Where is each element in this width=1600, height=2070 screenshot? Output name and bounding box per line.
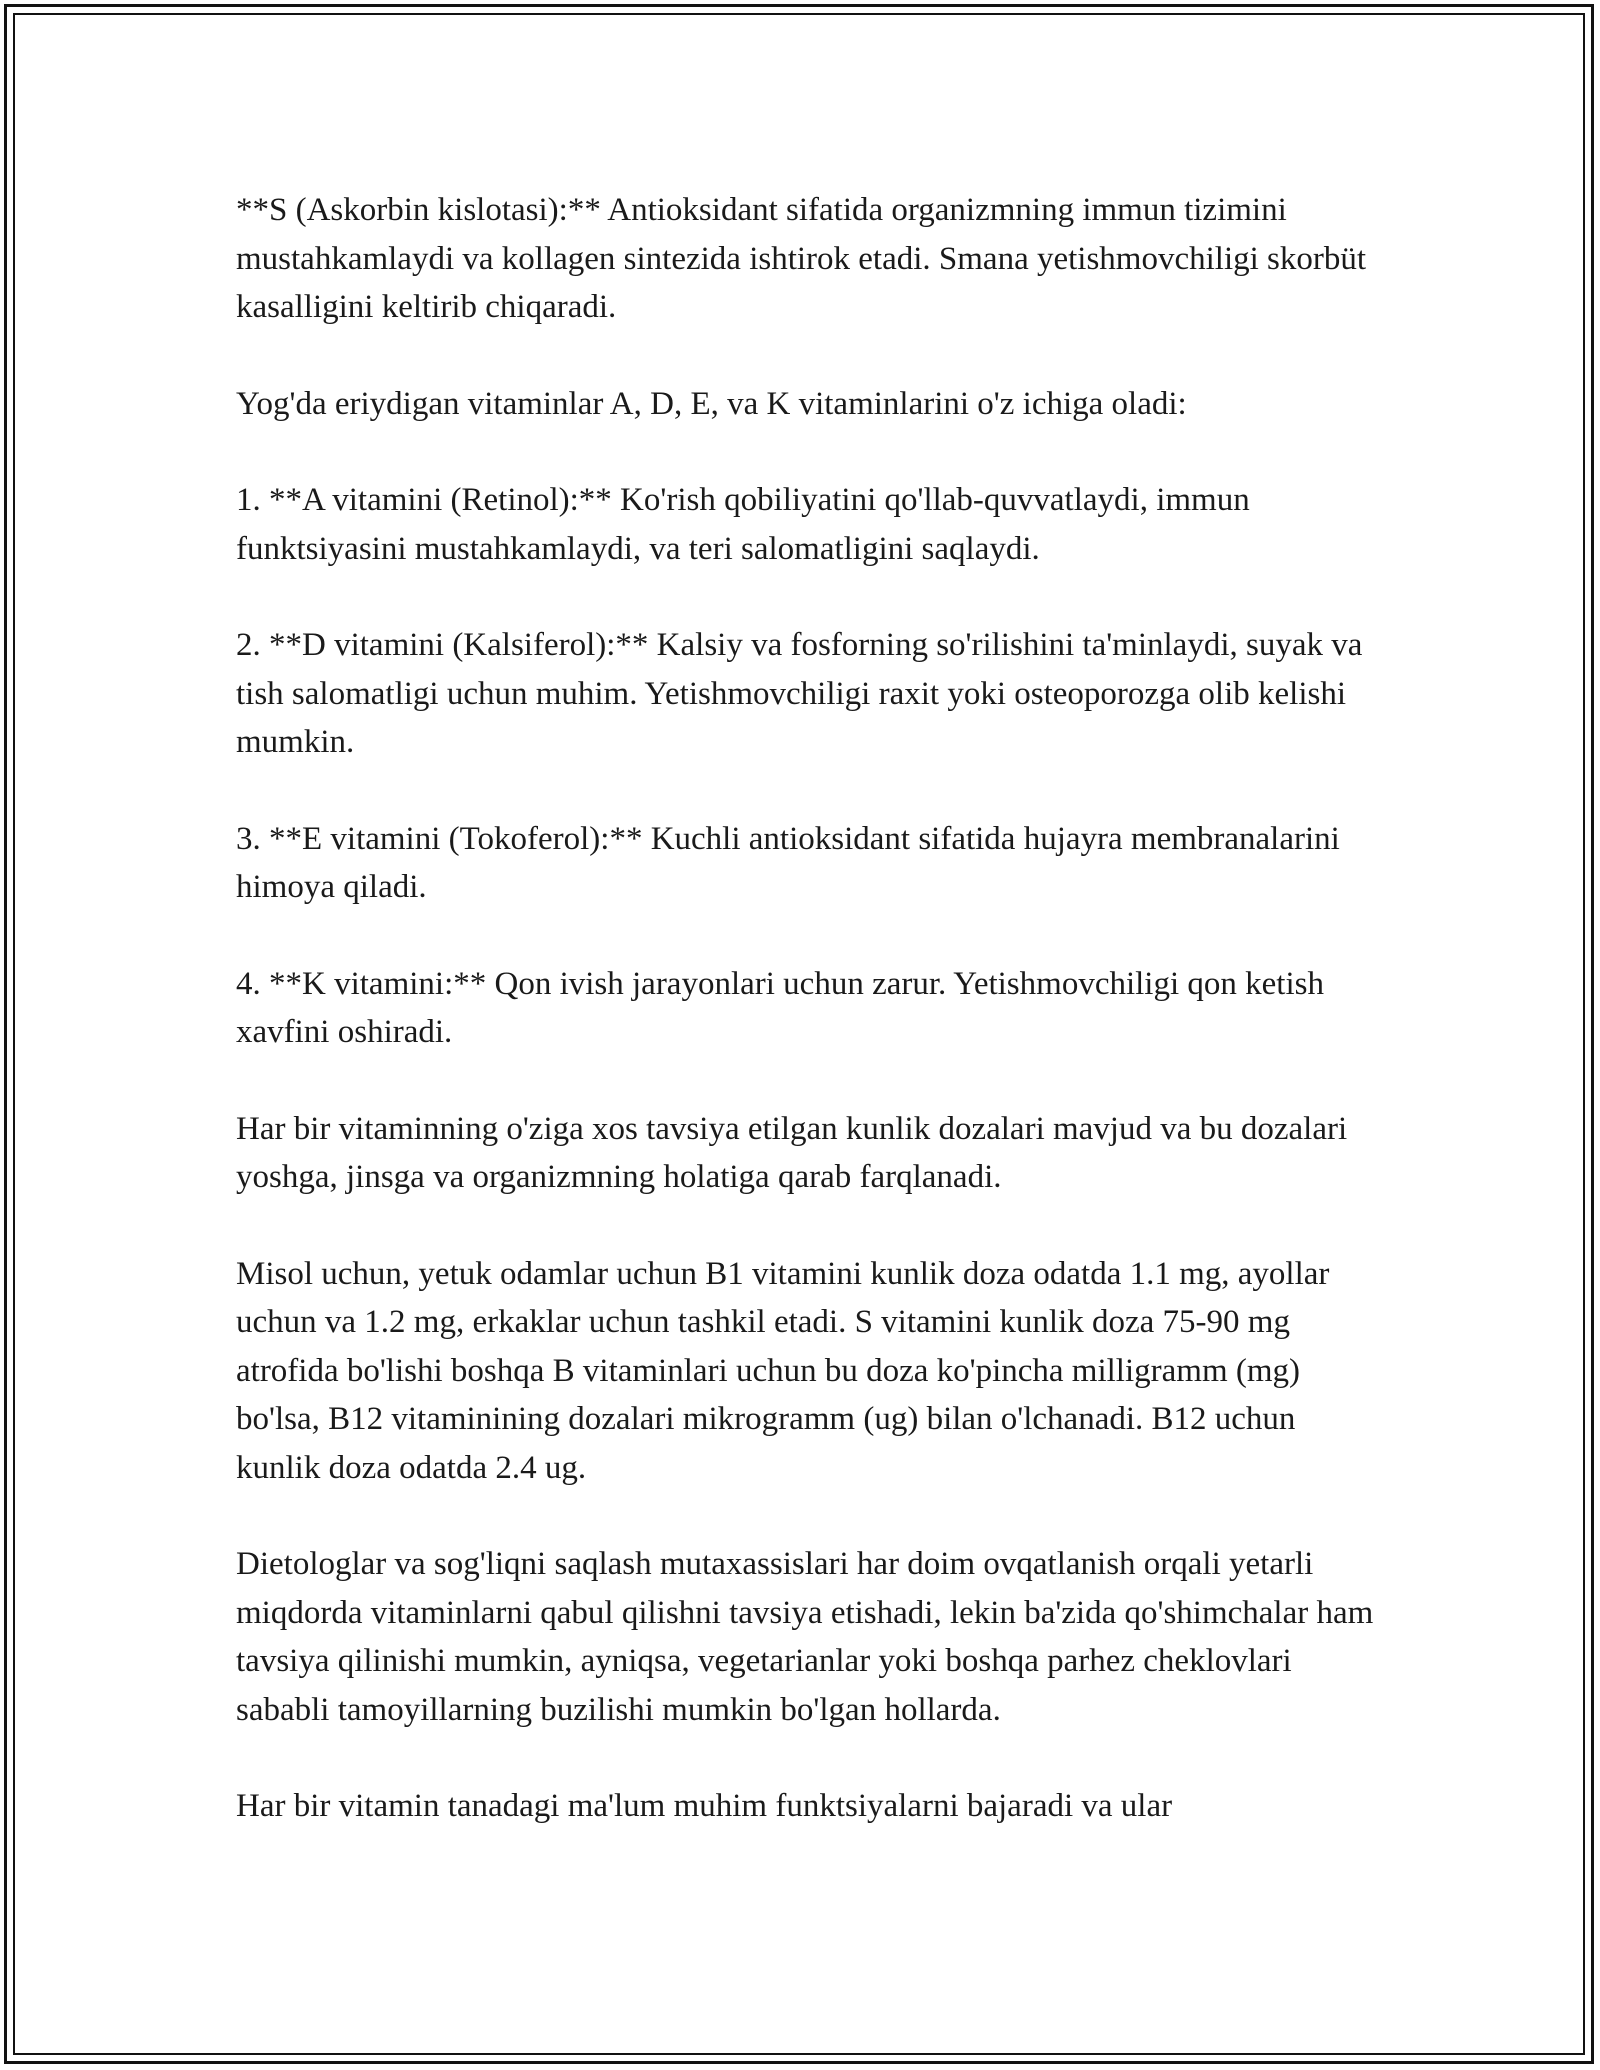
list-item-vitamin-d: 2. **D vitamini (Kalsiferol):** Kalsiy va fosforning so'rilishini ta'minlaydi, suyak va tish salomatligi uchun muhim. Yetishmovchiligi raxit yoki osteoporozga olib kelishi mumkin. xyxy=(236,627,1363,760)
paragraph-dietologists: Dietologlar va sog'liqni saqlash mutaxassislari har doim ovqatlanish orqali yetarli miqdorda vitaminlarni qabul qilishni tavsiya etishadi, lekin ba'zida qo'shimchalar ham tavsiya qilinishi mumkin, ayniqsa, vegetarianlar yoki boshqa parhez cheklovlari sababli tamoyillarning buzilishi mumkin bo'lgan hollarda. xyxy=(236,1546,1374,1728)
paragraph-dose-example: Misol uchun, yetuk odamlar uchun B1 vitamini kunlik doza odatda 1.1 mg, ayollar uchun va 1.2 mg, erkaklar uchun tashkil etadi. S vitamini kunlik doza 75-90 mg atrofida bo'lishi boshqa B vitaminlari uchun bu doza ko'pincha milligramm (mg) bo'lsa, B12 vitaminining dozalari mikrogramm (ug) bilan o'lchanadi. B12 uchun kunlik doza odatda 2.4 ug. xyxy=(236,1255,1330,1486)
list-item-vitamin-e: 3. **E vitamini (Tokoferol):** Kuchli antioksidant sifatida hujayra membranalarini himoya qiladi. xyxy=(236,820,1340,905)
paragraph-fat-soluble-intro: Yog'da eriydigan vitaminlar A, D, E, va K vitaminlarini o'z ichiga oladi: xyxy=(236,385,1187,422)
document-body xyxy=(236,186,1376,1879)
paragraph-daily-doses: Har bir vitaminning o'ziga xos tavsiya etilgan kunlik dozalari mavjud va bu dozalari yoshga, jinsga va organizmning holatiga qarab farqlanadi. xyxy=(236,1110,1348,1195)
paragraph-vitamin-c: **S (Askorbin kislotasi):** Antioksidant sifatida organizmning immun tizimini mustahkamlaydi va kollagen sintezida ishtirok etadi. Smana yetishmovchiligi skorbüt kasalligini keltirib chiqaradi. xyxy=(236,192,1367,325)
list-item-vitamin-a: 1. **A vitamini (Retinol):** Ko'rish qobiliyatini qo'llab-quvvatlaydi, immun funktsiyasini mustahkamlaydi, va teri salomatligini saqlaydi. xyxy=(236,482,1250,567)
list-item-vitamin-k: 4. **K vitamini:** Qon ivish jarayonlari uchun zarur. Yetishmovchiligi qon ketish xavfini oshiradi. xyxy=(236,965,1324,1050)
paragraph-functions: Har bir vitamin tanadagi ma'lum muhim funktsiyalarni bajaradi va ular xyxy=(236,1788,1173,1824)
